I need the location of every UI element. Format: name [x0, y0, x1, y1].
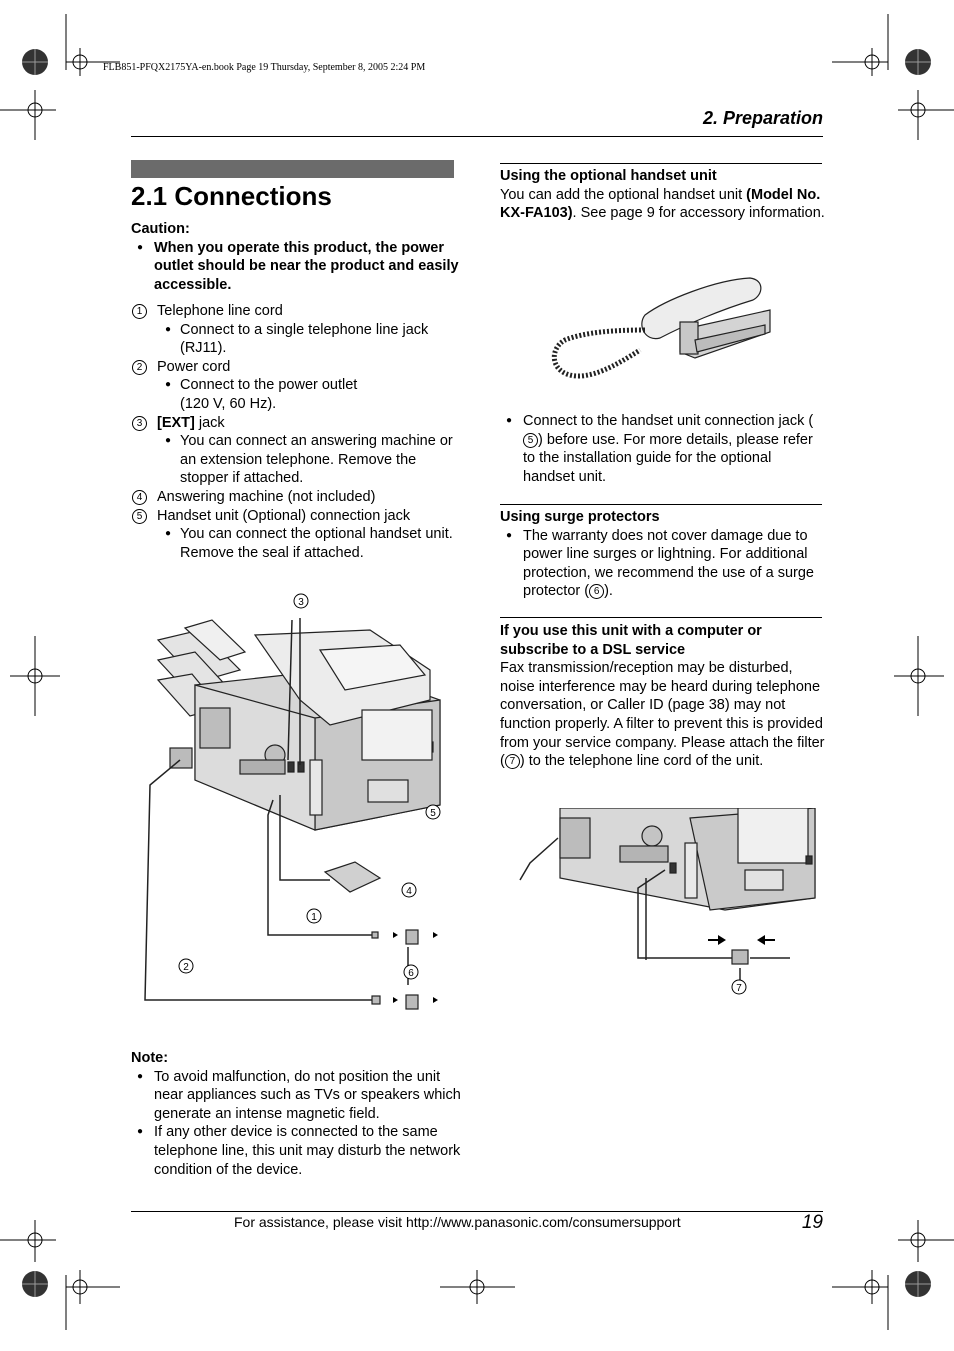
note-block — [131, 1049, 461, 1179]
note-label: Note: — [131, 1050, 169, 1066]
item-2: 2 Power cord — [131, 358, 461, 377]
handset-title: Using the optional handset unit — [500, 168, 717, 184]
callout-3: 3 — [298, 597, 304, 608]
note-bullet-1: ● To avoid malfunction, do not position the unit near appliances such as TVs or speakers which generate an intense magnetic field. — [131, 1068, 461, 1124]
handset-block — [500, 167, 825, 223]
rule-dsl — [500, 617, 822, 618]
footer-text: For assistance, please visit http://www.panasonic.com/consumersupport — [234, 1214, 681, 1230]
callout-6: 6 — [408, 968, 414, 979]
caution-block — [131, 220, 461, 294]
item-3-sub: ● You can connect an answering machine or an extension telephone. Remove the stopper if attached. — [131, 432, 461, 488]
handset-illustration — [545, 270, 775, 390]
dsl-block — [500, 622, 825, 771]
item-list — [131, 302, 461, 562]
dsl-filter-diagram — [510, 808, 820, 998]
callout-1: 1 — [311, 912, 317, 923]
rule-handset — [500, 163, 822, 164]
callout-2: 2 — [183, 962, 189, 973]
page-number: 19 — [801, 1212, 823, 1233]
item-1-sub: ● Connect to a single telephone line jack (RJ11). — [131, 321, 461, 358]
caution-label: Caution: — [131, 221, 190, 237]
surge-block — [500, 508, 825, 601]
handset-bullet-block — [500, 412, 825, 486]
item-1: 1 Telephone line cord — [131, 302, 461, 321]
print-line: FLB851-PFQX2175YA-en.book Page 19 Thursday, September 8, 2005 2:24 PM — [103, 62, 426, 73]
callout-4: 4 — [406, 886, 412, 897]
footer-rule — [131, 1211, 823, 1212]
surge-bullet: ● The warranty does not cover damage due to power line surges or lightning. For additional protection, we recommend the use of a surge protector ( 6 ). — [500, 527, 825, 601]
caution-text: ● When you operate this product, the power outlet should be near the product and easily accessible. — [131, 239, 461, 295]
item-2-sub: ● Connect to the power outlet (120 V, 60 Hz). — [131, 376, 461, 413]
section-title: 2. Preparation — [702, 108, 823, 128]
surge-title: Using surge protectors — [500, 509, 660, 525]
note-bullet-2: ● If any other device is connected to the same telephone line, this unit may disturb the network condition of the device. — [131, 1123, 461, 1179]
handset-bullet: ● Connect to the handset unit connection jack (5 ) before use. For more details, please refer to the installation guide for the optional handset unit. — [500, 412, 825, 486]
dsl-title: If you use this unit with a computer or subscribe to a DSL service — [500, 623, 762, 658]
connection-diagram — [140, 590, 450, 1010]
dsl-text: Fax transmission/reception may be disturbed, noise interference may be heard during telephone conversation, or Caller ID (page 38) may not function properly. A filter to prevent this is provided from your service company. Please attach the filter ( 7 ) to the telephone line cord of the unit. — [500, 660, 825, 770]
item-5: 5 Handset unit (Optional) connection jack — [131, 507, 461, 526]
item-5-sub: ● You can connect the optional handset unit. Remove the seal if attached. — [131, 525, 461, 562]
handset-intro: You can add the optional handset unit (Model No. KX-FA103). See page 9 for accessory information. — [500, 186, 825, 222]
callout-7: 7 — [736, 983, 742, 994]
item-4: 4 Answering machine (not included) — [131, 488, 461, 507]
page-heading: 2.1 Connections — [131, 181, 332, 211]
item-3: 3 [EXT] jack — [131, 414, 461, 433]
heading-bar — [131, 160, 454, 178]
callout-5: 5 — [430, 808, 436, 819]
header-rule — [131, 136, 823, 137]
rule-surge — [500, 504, 822, 505]
